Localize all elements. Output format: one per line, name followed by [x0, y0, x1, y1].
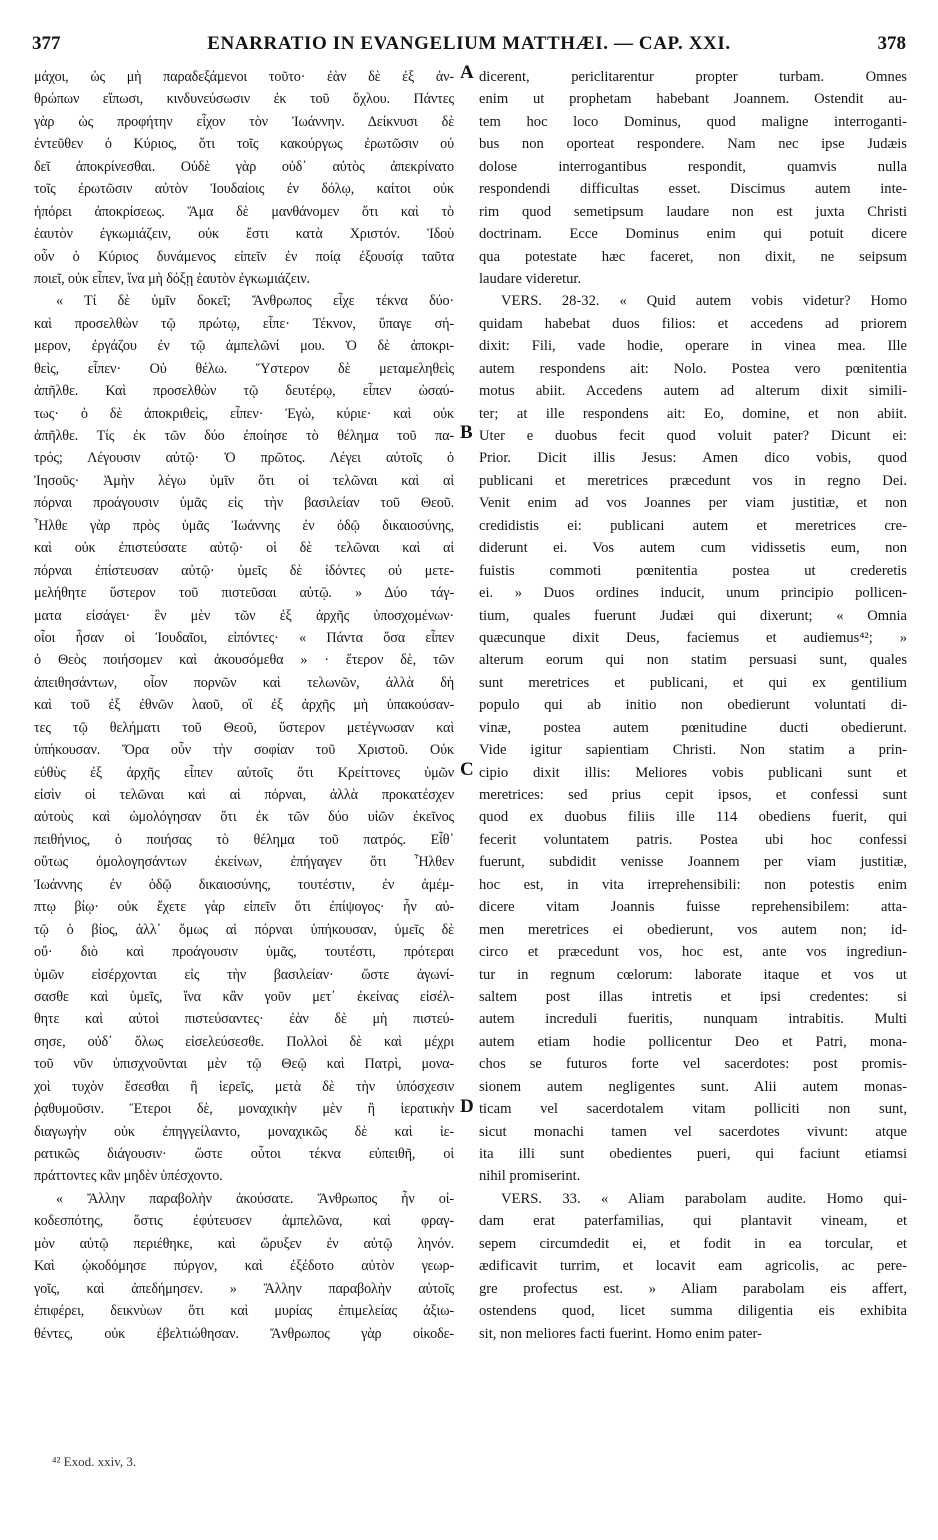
margin-marker-c: C — [460, 759, 474, 780]
greek-text-line: Καὶ ᾠκοδόμησε πύργον, καὶ ἐξέδοτο αὐτὸν γεωρ- — [34, 1258, 454, 1275]
greek-text-line: μάχοι, ὡς μὴ παραδεξάμενοι τοῦτο· ἐὰν δὲ ἐξ ἀν- — [34, 69, 454, 85]
running-header — [32, 33, 906, 63]
latin-text-line: populo qui ab initio non obedierunt voluntati di- — [479, 697, 907, 714]
greek-text-line: ἐπιφέρει, δεικνὺων ὅτι καὶ μυρίας ἐπιμελείας ἀξιω- — [34, 1303, 454, 1320]
greek-text-line: καὶ τοῦ ἐξ ἐθνῶν λαοῦ, οἳ ἐξ ἀρχῆς μὴ ὑπακούσαν- — [34, 697, 454, 714]
latin-text-line: tur in regnum cœlorum: laborate itaque et vos ut — [479, 966, 907, 983]
greek-text-line: τῷ ὁ βίος, ἀλλ᾽ ὅμως αἱ πόρναι ὑπήκουσαν, ὑμεῖς δὲ — [34, 921, 454, 938]
greek-text-line: θεὶς, εἶπεν· Οὐ θέλω. Ὕστερον δὲ μεταμεληθεὶς — [34, 360, 454, 377]
footnote: ⁴² Exod. xxiv, 3. — [52, 1454, 137, 1469]
greek-text-line: τως· ὁ δὲ ἀποκριθεὶς, εἶπεν· Ἐγὼ, κύριε· καὶ οὐκ — [34, 405, 454, 422]
latin-text-line: fuistis commoti pœnitentia postea ut crederetis — [479, 562, 907, 579]
latin-text-line: hoc est, in vita irreprehensibili: non potestis enim — [479, 876, 907, 893]
latin-text-line: sicut monachi tamen vel sacerdotes vivunt: atque — [479, 1123, 907, 1140]
margin-marker-b: B — [460, 422, 473, 443]
latin-text-line: diderunt ei. Vos autem cum vidissetis eum, non — [479, 540, 907, 557]
latin-text-line: ticam vel sacerdotalem vitam polliciti non sunt, — [479, 1101, 907, 1118]
latin-text-line: circo et præcedunt vos, hoc est, ante vos ingrediun- — [479, 944, 907, 961]
latin-text-line: ei. » Duos ordines inducit, unum principio pollicen- — [479, 585, 907, 602]
page-number-right: 378 — [877, 33, 906, 54]
latin-text-line: quidam habebat duos filios: et accedens ad priorem — [479, 315, 907, 332]
greek-text-line: ἀπῆλθε. Τίς ἐκ τῶν δύο ἐποίησε τὸ θέλημα τοῦ πα- — [34, 428, 454, 444]
latin-text-line: ostendens quod, licet summa diligentia eis exhibita — [479, 1303, 907, 1320]
latin-text-line: meretrices: sed prius cepit ipsos, et confessi sunt — [479, 787, 907, 803]
greek-text-line: ὑμῶν εἰσέρχονται εἰς τὴν βασιλείαν· ὥστε ἀγωνί- — [34, 966, 454, 983]
latin-text-line: dicerent, periclitarentur propter turbam. Omnes — [479, 69, 907, 85]
greek-text-line: Ἰησοῦς· Ἀμὴν λέγω ὑμῖν ὅτι οἱ τελῶναι καὶ αἱ — [34, 472, 454, 489]
greek-text-line: πόρναι προάγουσιν ὑμᾶς εἰς τὴν βασιλείαν τοῦ Θεοῦ. — [34, 495, 454, 512]
greek-text-line: αὐτοὺς καὶ ὡμολόγησαν ὅτι ἐκ τῶν δύο υἱῶν ἐκεῖνος — [34, 809, 454, 826]
greek-text-line: ποιεῖ, οὐκ εἶπεν, ἵνα μὴ δόξῃ ἑαυτὸν ἐγκωμιάζειν. — [34, 270, 310, 287]
greek-text-line: ἐντεῦθεν ὁ Κύριος, ὅτι τοῖς κακούργως ἐρωτῶσιν οὐ — [34, 136, 454, 153]
greek-text-line: μὸν αὐτῷ περιέθηκε, καὶ ὤρυξεν ἐν αὐτῷ ληνόν. — [34, 1235, 454, 1252]
latin-text-line: sionem autem negligentes sunt. Alii autem monas- — [479, 1078, 907, 1095]
latin-text-line: autem increduli fueritis, nunquam intrabitis. Multi — [479, 1011, 907, 1028]
greek-text-line: « Ἄλλην παραβολὴν ἀκούσατε. Ἄνθρωπος ἦν οἰ- — [56, 1190, 454, 1207]
latin-text-line: gre profectus est. » Aliam parabolam eis affert, — [479, 1280, 907, 1297]
latin-text-line: sit, non meliores facti fuerint. Homo enim pater- — [479, 1325, 762, 1342]
greek-text-line: διαγωγὴν οὐκ ἐπηγγείλαντο, μοναχικῶς δὲ καὶ ἱε- — [34, 1123, 454, 1140]
greek-text-line: γοῖς, καὶ ἀπεδήμησεν. » Ἄλλην παραβολὴν αὐτοῖς — [34, 1280, 454, 1297]
latin-text-line: doctrinam. Ecce Dominus enim qui potuit dicere — [479, 226, 907, 243]
greek-text-line: Ἰωάννης ἐν ὁδῷ δικαιοσύνης, τουτέστιν, ἐν ἀμέμ- — [34, 876, 454, 893]
latin-text-line: ædificavit turrim, et locavit eam agricolis, ac pere- — [479, 1258, 907, 1275]
greek-text-line: « Τί δὲ ὑμῖν δοκεῖ; Ἄνθρωπος εἶχε τέκνα δύο· — [56, 293, 454, 310]
latin-text-line: vinæ, postea autem pœnitudine ducti obedierunt. — [479, 719, 907, 736]
latin-text-line: laudare videretur. — [479, 270, 582, 287]
latin-column — [479, 66, 907, 1345]
greek-text-line: τοῖς ἐρωτῶσιν αὐτὸν Ἰουδαίοις ἐν δόλῳ, καίτοι οὐκ — [34, 181, 454, 198]
greek-text-line: πράττοντες κἂν μηδὲν ὑπέσχοντο. — [34, 1168, 223, 1185]
latin-text-line: autem respondens ait: Nolo. Postea vero pœnitentia — [479, 360, 907, 377]
latin-text-line: sepem circumdedit ei, et fodit in ea torcular, et — [479, 1235, 907, 1252]
greek-text-line: ἀπειθησάντων, οἷον πορνῶν καὶ τελωνῶν, ἀλλὰ δὴ — [34, 674, 454, 691]
greek-text-line: ἑαυτὸν ἐγκωμιάζειν, οὐκ ἔστι κατὰ Χριστόν. Ἰδοὺ — [34, 226, 454, 243]
latin-text-line: nihil promiserint. — [479, 1168, 581, 1185]
greek-text-line: χοὶ τυχὸν ἔσεσθαι ἢ ἱερεῖς, μετὰ δὲ τὴν ὑπόσχεσιν — [34, 1078, 454, 1095]
latin-text-line: publicani et meretrices præcedunt vos in regno Dei. — [479, 472, 907, 489]
latin-text-line: fecerit voluntatem patris. Postea ubi hoc confessi — [479, 831, 907, 848]
greek-text-line: κοδεσπότης, ὅστις ἐφύτευσεν ἀμπελῶνα, καὶ φραγ- — [34, 1213, 454, 1230]
latin-text-line: quæcunque dixit Deus, faciemus et audiemus⁴²; » — [479, 629, 907, 646]
latin-text-line: dolose interrogantibus respondit, quamvis nulla — [479, 158, 907, 175]
greek-text-line: θέντες, οὐκ ἐβελτιώθησαν. Ἄνθρωπος γὰρ οἰκοδε- — [34, 1325, 454, 1342]
greek-text-line: Ἦλθε γὰρ πρὸς ὑμᾶς Ἰωάννης ἐν ὁδῷ δικαιοσύνης, — [34, 517, 454, 534]
latin-text-line: ter; at ille respondens ait: Eo, domine, et non abiit. — [479, 405, 907, 422]
greek-text-line: καὶ προσελθὼν τῷ πρώτῳ, εἶπε· Τέκνον, ὕπαγε σή- — [34, 315, 454, 332]
latin-text-line: motus abiit. Accedens autem ad alterum dixit simili- — [479, 383, 907, 400]
greek-text-line: καὶ οὐκ ἐπιστεύσατε αὐτῷ· οἱ δὲ τελῶναι καὶ αἱ — [34, 540, 454, 557]
greek-column — [34, 66, 454, 1345]
latin-text-line: Uter e duobus fecit quod voluit pater? Dicunt ei: — [479, 428, 907, 444]
greek-text-line: δεῖ ἀποκρίνεσθαι. Οὐδὲ γὰρ οὐδ᾽ αὐτὸς ἀπεκρίνατο — [34, 158, 454, 175]
greek-text-line: ἠπόρει ἀποκρίσεως. Ἅμα δὲ μανθάνομεν ὅτι καὶ τὸ — [34, 203, 454, 220]
greek-text-line: εἰσὶν οἱ τελῶναι καὶ αἱ πόρναι, ἀλλὰ προκατέσχεν — [34, 787, 454, 803]
latin-text-line: ita illi sunt obedientes pueri, qui faciunt etiamsi — [479, 1146, 907, 1162]
latin-text-line: enim ut prophetam habebant Joannem. Ostendit au- — [479, 91, 907, 108]
greek-text-line: εὐθὺς ἐξ ἀρχῆς εἶπεν αὐτοῖς ὅτι Κρείττονες ὑμῶν — [34, 764, 454, 781]
latin-text-line: tium, quales fuerunt Judæi qui dixerunt; « Omnia — [479, 607, 907, 624]
greek-text-line: τες τῷ θελήματι τοῦ Θεοῦ, ὕστερον μετέγνωσαν καὶ — [34, 719, 454, 736]
greek-text-line: σασθε καὶ ὑμεῖς, ἵνα κἂν γοῦν μετ᾽ ἐκείνας εἰσέλ- — [34, 988, 454, 1005]
greek-text-line: πόρναι ἐπίστευσαν αὐτῷ· ὑμεῖς δὲ ἰδόντες οὐ μετε- — [34, 562, 454, 579]
latin-text-line: Venit enim ad vos Joannes per viam justitiæ, et non — [479, 495, 907, 512]
latin-text-line: fuerunt, subdidit venisse Joannem per viam justitiæ, — [479, 854, 907, 871]
greek-text-line: θητε καὶ αὐτοὶ πιστεύσαντες· ἐὰν δὲ μὴ πιστεύ- — [34, 1011, 454, 1028]
latin-text-line: alterum eorum qui non statim persuasi sunt, quales — [479, 652, 907, 669]
latin-text-line: dam erat paterfamilias, qui plantavit vineam, et — [479, 1213, 907, 1230]
latin-text-line: men meretrices ei obedierunt, vos autem non; id- — [479, 921, 907, 938]
latin-text-line: Prior. Dicit illis Jesus: Amen dico vobis, quod — [479, 450, 907, 467]
greek-text-line: πτῳ βίῳ· οὐκ ἔχετε γὰρ εἰπεῖν ὅτι ἐπίψογος· ἦν αὐ- — [34, 899, 454, 916]
latin-text-line: Vide igitur sapientiam Christi. Non statim a prin- — [479, 742, 907, 759]
latin-text-line: sunt meretrices et publicani, et qui ex gentilium — [479, 674, 907, 691]
latin-text-line: tem hoc loco Dominus, quod maligne interroganti- — [479, 113, 907, 130]
greek-text-line: οὖν ὁ Κύριος δυνάμενος εἰπεῖν ἐν ποίᾳ ἐξουσίᾳ ταῦτα — [34, 248, 454, 265]
greek-text-line: οὔ· διὸ καὶ προάγουσιν ὑμᾶς, τουτέστι, πρότεραι — [34, 944, 454, 961]
margin-marker-d: D — [460, 1096, 474, 1117]
latin-text-line: dixit: Fili, vade hodie, operare in vinea mea. Ille — [479, 338, 907, 355]
latin-text-line: quod ex duobus filiis ille 114 obediens fuerit, qui — [479, 809, 907, 826]
greek-text-line: θρώπων εἴπωσι, κινδυνεύσωσιν ἐκ τοῦ ὄχλου. Πάντες — [34, 91, 454, 108]
latin-text-line: VERS. 28-32. « Quid autem vobis videtur? Homo — [501, 293, 907, 310]
latin-text-line: cipio dixit illis: Meliores vobis publicani sunt et — [479, 764, 907, 781]
latin-text-line: saltem post illas intretis et ipsi credentes: si — [479, 988, 907, 1005]
greek-text-line: ματα εἰσάγει· ἓν μὲν τῶν ἐξ ἀρχῆς ὑποσχομένων· — [34, 607, 454, 624]
greek-text-line: ὁ Θεὸς ποιήσομεν καὶ ἀκουσόμεθα » · ἕτερον δὲ, τῶν — [34, 652, 454, 669]
margin-marker-a: A — [460, 62, 474, 83]
greek-text-line: οὕτως ὁμολογησάντων ἐκείνων, ἐπήγαγεν ὅτι Ἦλθεν — [34, 854, 454, 871]
greek-text-line: πειθήνιος, ὁ ποιήσας τὸ θέλημα τοῦ πατρός. Εἶθ᾽ — [34, 831, 454, 848]
greek-text-line: γὰρ ὡς προφήτην εἶχον τὸν Ἰωάννην. Δείκνυσι δὲ — [34, 113, 454, 130]
latin-text-line: qua potestate hæc faceret, non dixit, ne seipsum — [479, 248, 907, 265]
latin-text-line: dicere vitam Joannis fuisse reprehensibilem: atta- — [479, 899, 907, 916]
latin-text-line: chos se futuros forte vel sacerdotes: post promis- — [479, 1056, 907, 1073]
greek-text-line: ἀπῆλθε. Καὶ προσελθὼν τῷ δευτέρῳ, εἶπεν ὡσαύ- — [34, 383, 454, 400]
latin-text-line: respondendi difficultas esset. Discimus autem inte- — [479, 181, 907, 198]
running-title: ENARRATIO IN EVANGELIUM MATTHÆI. — CAP. XXI. — [207, 33, 731, 54]
greek-text-line: μερον, ἐργάζου ἐν τῷ ἀμπελῶνί μου. Ὁ δὲ ἀποκρι- — [34, 338, 454, 355]
latin-text-line: VERS. 33. « Aliam parabolam audite. Homo qui- — [501, 1190, 907, 1207]
latin-text-line: bus non oporteat respondere. Nam nec ipse Judæis — [479, 136, 907, 153]
greek-text-line: ρατικῶς διάγουσιν· ὥστε οὗτοι τέκνα εὐπειθῆ, οἱ — [34, 1146, 454, 1162]
greek-text-line: τοῦ νῦν ὑπισχνοῦνται μὲν τῷ Θεῷ καὶ Πατρὶ, μονα- — [34, 1056, 454, 1073]
greek-text-line: οἷοι ἦσαν οἱ Ἰουδαῖοι, εἰπόντες· « Πάντα ὅσα εἶπεν — [34, 629, 454, 646]
greek-text-line: ῥᾳθυμοῦσιν. Ἕτεροι δὲ, μοναχικὴν μὲν ἢ ἱερατικὴν — [34, 1101, 454, 1118]
greek-text-line: μελήθητε ὕστερον τοῦ πιστεῦσαι αὐτῷ. » Δύο τάγ- — [34, 585, 454, 602]
page-number-left: 377 — [32, 33, 61, 54]
latin-text-line: autem etiam hodie pollicentur Deo et Patri, mona- — [479, 1033, 907, 1050]
latin-text-line: credidistis ei: publicani autem et meretrices cre- — [479, 517, 907, 534]
greek-text-line: ὑπήκουσαν. Ὅρα οὖν τὴν σοφίαν τοῦ Χριστοῦ. Οὐκ — [34, 742, 454, 759]
latin-text-line: rim quod semetipsum laudare non est juxta Christi — [479, 203, 907, 220]
greek-text-line: τρός; Λέγουσιν αὐτῷ· Ὁ πρῶτος. Λέγει αὐτοῖς ὁ — [34, 450, 454, 467]
greek-text-line: σησε, οὐδ᾽ ὅλως εἰσελεύσεσθε. Πολλοὶ δὲ καὶ μέχρι — [34, 1033, 454, 1050]
